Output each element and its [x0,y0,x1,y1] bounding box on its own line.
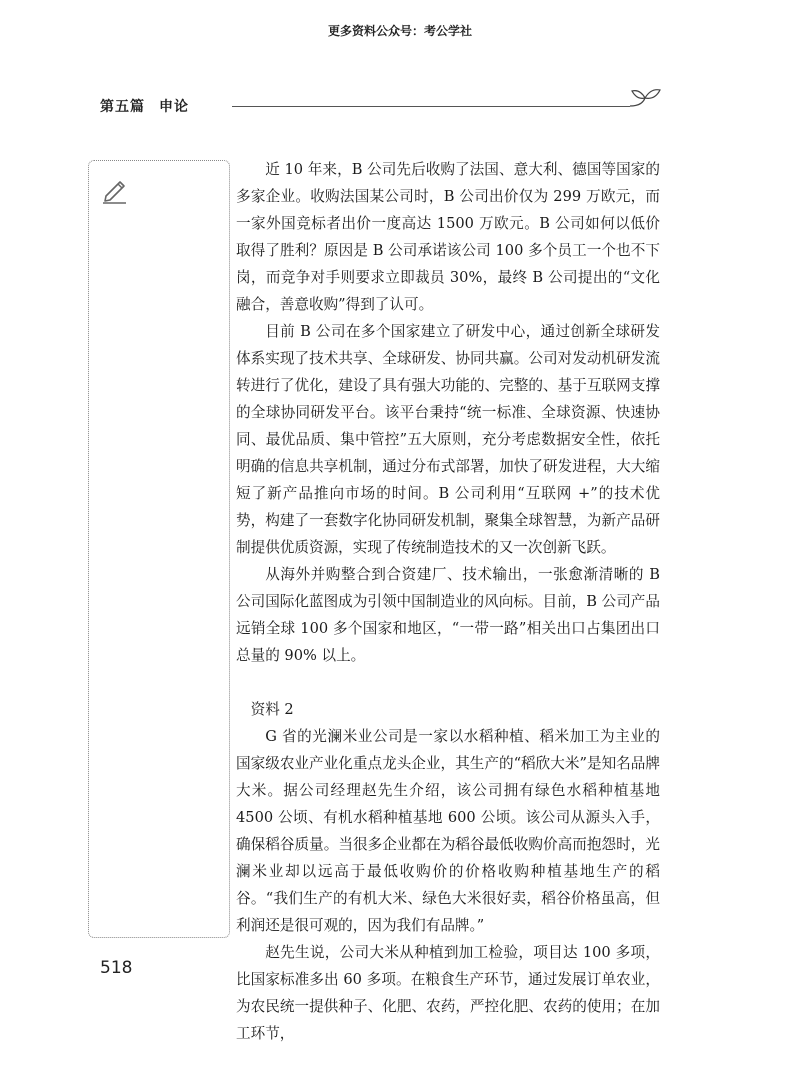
paragraph: 从海外并购整合到合资建厂、技术输出，一张愈渐清晰的 B 公司国际化蓝图成为引领中国制造业的风向标。目前，B 公司产品远销全球 100 多个国家和地区，“一带一路”相关出口占集团出口总量的 90% 以上。 [236,566,660,664]
article-body [236,156,660,1047]
top-banner: 更多资料公众号：考公学社 [327,24,472,38]
sprout-icon [628,86,662,112]
chapter-header [100,96,189,116]
section-title: 申论 [159,99,189,115]
page-number: 518 [100,958,133,978]
paragraph: 近 10 年来，B 公司先后收购了法国、意大利、德国等国家的多家企业。收购法国某公司时，B 公司出价仅为 299 万欧元，而一家外国竞标者出价一度高达 1500 万欧元。B 公司如何以低价取得了胜利？原因是 B 公司承诺该公司 100 多个员工一个也不下岗，而竞争对手则要求立即裁员 30%，最终 B 公司提出的“文化融合，善意收购”得到了认可。 [236,161,660,313]
paragraph: 赵先生说，公司大米从种植到加工检验，项目达 100 多项，比国家标准多出 60 多项。在粮食生产环节，通过发展订单农业，为农民统一提供种子、化肥、农药，严控化肥、农药的使用；在加工环节， [236,944,660,1042]
paragraph: G 省的光澜米业公司是一家以水稻种植、稻米加工为主业的国家级农业产业化重点龙头企业，其生产的“稻欣大米”是知名品牌大米。据公司经理赵先生介绍，该公司拥有绿色水稻种植基地 4500 公顷、有机水稻种植基地 600 公顷。该公司从源头入手，确保稻谷质量。当很多企业都在为稻谷最低收购价高而抱怨时，光澜米业却以远高于最低收购价的价格收购种植基地生产的稻谷。“我们生产的有机大米、绿色大米很好卖，稻谷价格虽高，但利润还是很可观的，因为我们有品牌。” [236,728,660,934]
section-label: 第五篇 [100,99,145,115]
pencil-icon [100,178,128,204]
paragraph: 目前 B 公司在多个国家建立了研发中心，通过创新全球研发体系实现了技术共享、全球研发、协同共赢。公司对发动机研发流转进行了优化，建设了具有强大功能的、完整的、基于互联网支撑的全球协同研发平台。该平台秉持“统一标准、全球资源、快速协同、最优品质、集中管控”五大原则，充分考虑数据安全性，依托明确的信息共享机制，通过分布式部署，加快了研发进程，大大缩短了新产品推向市场的时间。B 公司利用“互联网 +”的技术优势，构建了一套数字化协同研发机制，聚集全球智慧，为新产品研制提供优质资源，实现了传统制造技术的又一次创新飞跃。 [236,323,660,556]
notes-margin-box [88,160,230,938]
material-heading: 资料 2 [250,701,294,718]
header-rule [232,106,630,107]
